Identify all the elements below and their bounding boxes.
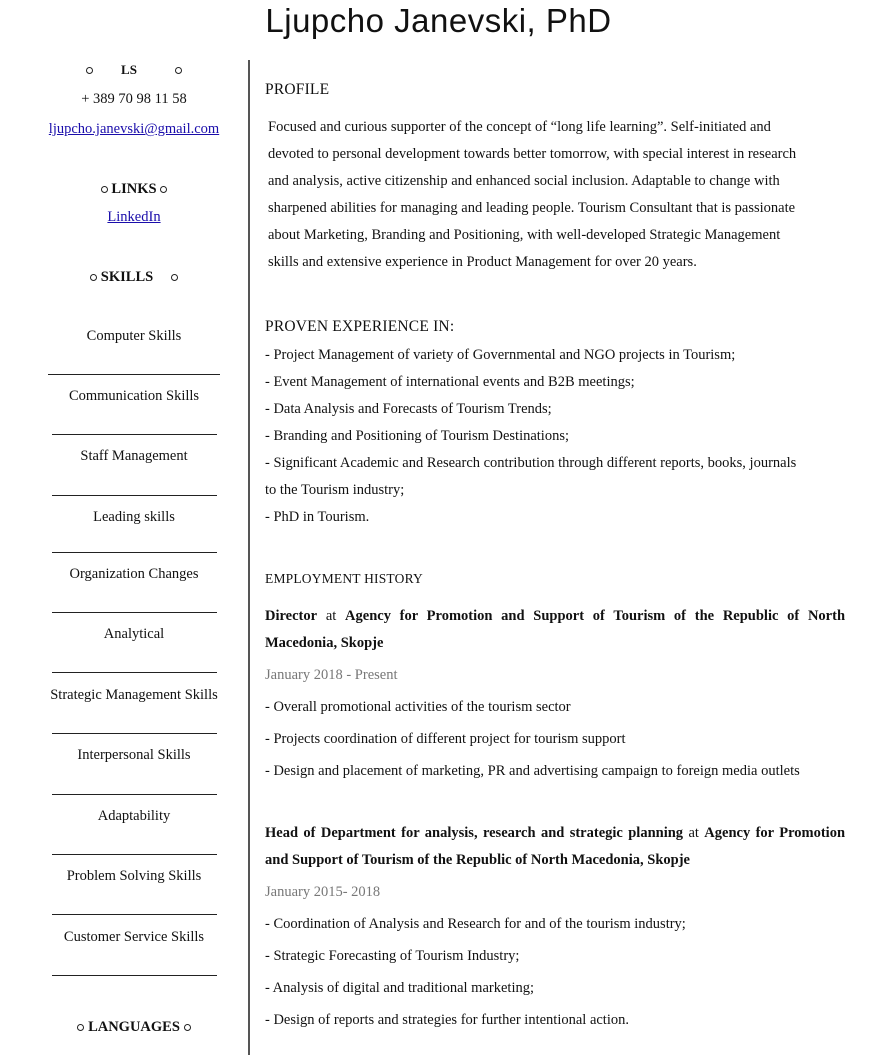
skill-item: Adaptability [97,808,171,824]
skill-item: Computer Skills [86,328,182,344]
profile-line: and analysis, active citizenship and enhanced social inclusion. Adaptable to change with [268,173,780,189]
skill-item: Customer Service Skills [63,929,205,945]
job-bullet: - Overall promotional activities of the tourism sector [265,699,571,715]
phone-number: + 389 70 98 11 58 [81,91,187,107]
profile-line: devoted to personal development towards better tomorrow, with special interest in research [268,146,797,162]
skill-item: Problem Solving Skills [66,868,202,884]
job-bullet: - Strategic Forecasting of Tourism Industry; [265,948,520,964]
bullet-circle-icon [90,274,97,281]
skill-divider [52,552,217,553]
job-title-line [265,603,845,630]
job-title-line [265,820,845,847]
skill-divider [52,672,217,673]
bullet-circle-icon [184,1024,191,1031]
profile-line: about Marketing, Branding and Positioning, with well-developed Strategic Management [268,227,781,243]
skill-item: Strategic Management Skills [50,687,218,703]
experience-heading: PROVEN EXPERIENCE IN: [265,318,455,335]
job-title: Director [265,608,318,624]
experience-item: - Significant Academic and Research contribution through different reports, books, journals [265,455,797,471]
links-heading-row [20,181,248,198]
profile-line: Focused and curious supporter of the concept of “long life learning”. Self-initiated and [268,119,771,135]
job-title: Head of Department for analysis, research and strategic planning [265,825,684,841]
job-title-block [265,603,845,657]
resume-name: Ljupcho Janevski, PhD [265,2,612,39]
bullet-circle-icon [86,67,93,74]
skill-divider [52,794,217,795]
job-bullet: - Coordination of Analysis and Research for and of the tourism industry; [265,916,686,932]
job-bullet: - Projects coordination of different project for tourism support [265,731,626,747]
experience-item: to the Tourism industry; [265,482,405,498]
email-link[interactable]: ljupcho.janevski@gmail.com [48,121,220,137]
job-dates: January 2018 - Present [265,667,398,683]
skill-divider [52,434,217,435]
experience-item: - Event Management of international events and B2B meetings; [265,374,635,390]
skill-item: Interpersonal Skills [77,747,191,763]
skills-heading: SKILLS [100,269,154,285]
bullet-circle-icon [175,67,182,74]
skill-divider [52,495,217,496]
job-org-cont: and Support of Tourism of the Republic of North Macedonia, Skopje [265,852,690,868]
skill-divider [52,914,217,915]
skill-item: Analytical [103,626,165,642]
bullet-circle-icon [171,274,178,281]
job-org: Agency for Promotion and Support of Tourism of the Republic of North [345,608,846,624]
job-bullet: - Design and placement of marketing, PR and advertising campaign to foreign media outlets [265,763,800,779]
skill-item: Communication Skills [68,388,200,404]
profile-line: skills and extensive experience in Product Management for over 20 years. [268,254,697,270]
skill-divider [48,374,220,375]
job-at: at [325,608,337,624]
initials-row [20,62,248,79]
job-bullet: - Analysis of digital and traditional marketing; [265,980,535,996]
skill-item: Leading skills [93,509,175,525]
bullet-circle-icon [160,186,167,193]
links-row [20,209,248,226]
email-row [20,121,248,138]
job-title-block [265,820,845,874]
experience-item: - Data Analysis and Forecasts of Tourism Trends; [265,401,552,417]
profile-heading: PROFILE [265,81,330,98]
experience-item: - Branding and Positioning of Tourism Destinations; [265,428,570,444]
profile-text [268,114,844,276]
skills-heading-row [20,269,248,286]
job-bullet: - Design of reports and strategies for further intentional action. [265,1012,629,1028]
bullet-circle-icon [77,1024,84,1031]
experience-list [265,342,845,531]
links-heading: LINKS [111,181,157,197]
profile-line: sharpened abilities for managing and leading people. Tourism Consultant that is passionate [268,200,796,216]
job-org: Agency for Promotion [704,825,846,841]
skill-divider [52,854,217,855]
linkedin-link[interactable]: LinkedIn [107,209,161,225]
skill-divider [52,733,217,734]
languages-heading: LANGUAGES [88,1019,180,1035]
skill-item: Organization Changes [69,566,199,582]
bullet-circle-icon [101,186,108,193]
job-at: at [688,825,699,841]
employment-heading: EMPLOYMENT HISTORY [265,571,423,586]
job-org-cont: Macedonia, Skopje [265,635,384,651]
languages-heading-row [20,1019,248,1036]
column-divider [248,60,250,1055]
initials: LS [121,62,137,77]
skill-item: Staff Management [80,448,188,464]
experience-item: - Project Management of variety of Governmental and NGO projects in Tourism; [265,347,736,363]
skill-divider [52,612,217,613]
experience-item: - PhD in Tourism. [265,509,370,525]
job-dates: January 2015- 2018 [265,884,381,900]
skill-divider [52,975,217,976]
